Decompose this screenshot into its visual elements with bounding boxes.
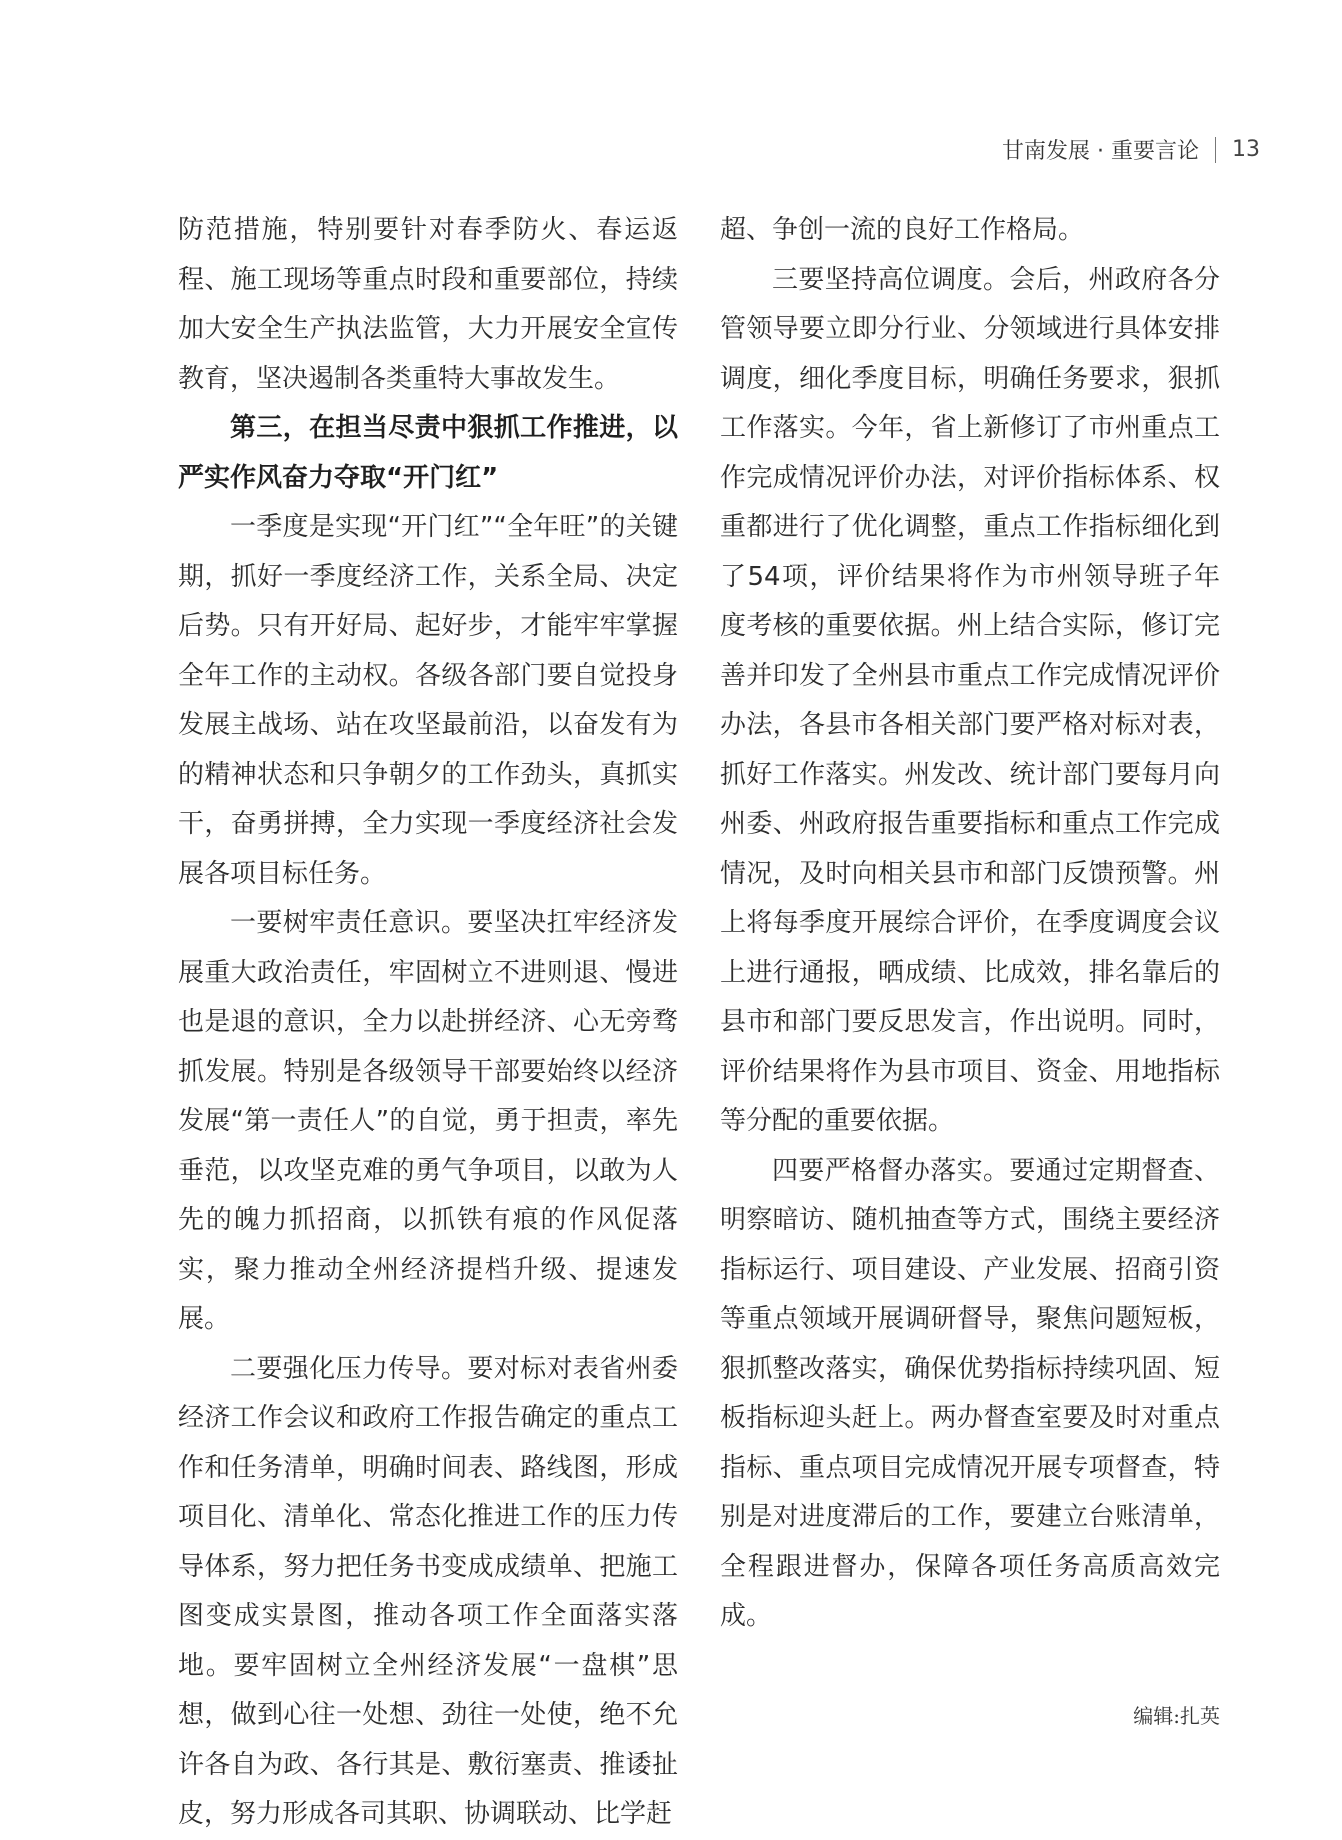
- paragraph: 一季度是实现“开门红”“全年旺”的关键期，抓好一季度经济工作，关系全局、决定后势。只有开好局、起好步，才能牢牢掌握全年工作的主动权。各级各部门要自觉投身发展主战场、站在攻坚最前沿，以奋发有为的精神状态和只争朝夕的工作劲头，真抓实干，奋勇拼搏，全力实现一季度经济社会发展各项目标任务。: [178, 512, 678, 889]
- editor-credit: 编辑:扎英: [1133, 1704, 1220, 1728]
- paragraph: 一要树牢责任意识。要坚决扛牢经济发展重大政治责任，牢固树立不进则退、慢进也是退的意识，全力以赴拼经济、心无旁骛抓发展。特别是各级领导干部要始终以经济发展“第一责任人”的自觉，勇于担责，率先垂范，以攻坚克难的勇气争项目，以敢为人先的魄力抓招商，以抓铁有痕的作风促落实，聚力推动全州经济提档升级、提速发展。: [178, 908, 678, 1334]
- section-title: 甘南发展 · 重要言论: [1002, 139, 1199, 164]
- header-divider: [1215, 137, 1216, 163]
- paragraph: 二要强化压力传导。要对标对表省州委经济工作会议和政府工作报告确定的重点工作和任务清单，明确时间表、路线图，形成项目化、清单化、常态化推进工作的压力传导体系，努力把任务书变成成绩单、把施工图变成实景图，推动各项工作全面落实落地。要牢固树立全州经济发展“一盘棋”思想，做到心往一处想、劲往一处使，绝不允许各自为政、各行其是、敷衍塞责、推诿扯皮，努力形成各司其职、协调联动、比学赶: [178, 1353, 678, 1829]
- page-header: [1002, 134, 1260, 165]
- paragraph: 三要坚持高位调度。会后，州政府各分管领导要立即分行业、分领域进行具体安排调度，细化季度目标，明确任务要求，狠抓工作落实。今年，省上新修订了市州重点工作完成情况评价办法，对评价指标体系、权重都进行了优化调整，重点工作指标细化到了54项，评价结果将作为市州领导班子年度考核的重要依据。州上结合实际，修订完善并印发了全州县市重点工作完成情况评价办法，各县市各相关部门要严格对标对表，抓好工作落实。州发改、统计部门要每月向州委、州政府报告重要指标和重点工作完成情况，及时向相关县市和部门反馈预警。州上将每季度开展综合评价，在季度调度会议上进行通报，晒成绩、比成效，排名靠后的县市和部门要反思发言，作出说明。同时，评价结果将作为县市项目、资金、用地指标等分配的重要依据。: [720, 264, 1220, 1136]
- left-column: [178, 206, 678, 1840]
- paragraph: 四要严格督办落实。要通过定期督查、明察暗访、随机抽查等方式，围绕主要经济指标运行、项目建设、产业发展、招商引资等重点领域开展调研督导，聚焦问题短板，狠抓整改落实，确保优势指标持续巩固、短板指标迎头赶上。两办督查室要及时对重点指标、重点项目完成情况开展专项督查，特别是对进度滞后的工作，要建立台账清单，全程跟进督办，保障各项任务高质高效完成。: [720, 1155, 1220, 1631]
- paragraph: 超、争创一流的良好工作格局。: [720, 215, 1085, 245]
- page-number: 13: [1232, 137, 1260, 162]
- section-heading: 第三，在担当尽责中狠抓工作推进，以严实作风奋力夺取“开门红”: [178, 413, 678, 493]
- paragraph: 防范措施，特别要针对春季防火、春运返程、施工现场等重点时段和重要部位，持续加大安全生产执法监管，大力开展安全宣传教育，坚决遏制各类重特大事故发生。: [178, 215, 678, 394]
- right-column: [720, 206, 1220, 1642]
